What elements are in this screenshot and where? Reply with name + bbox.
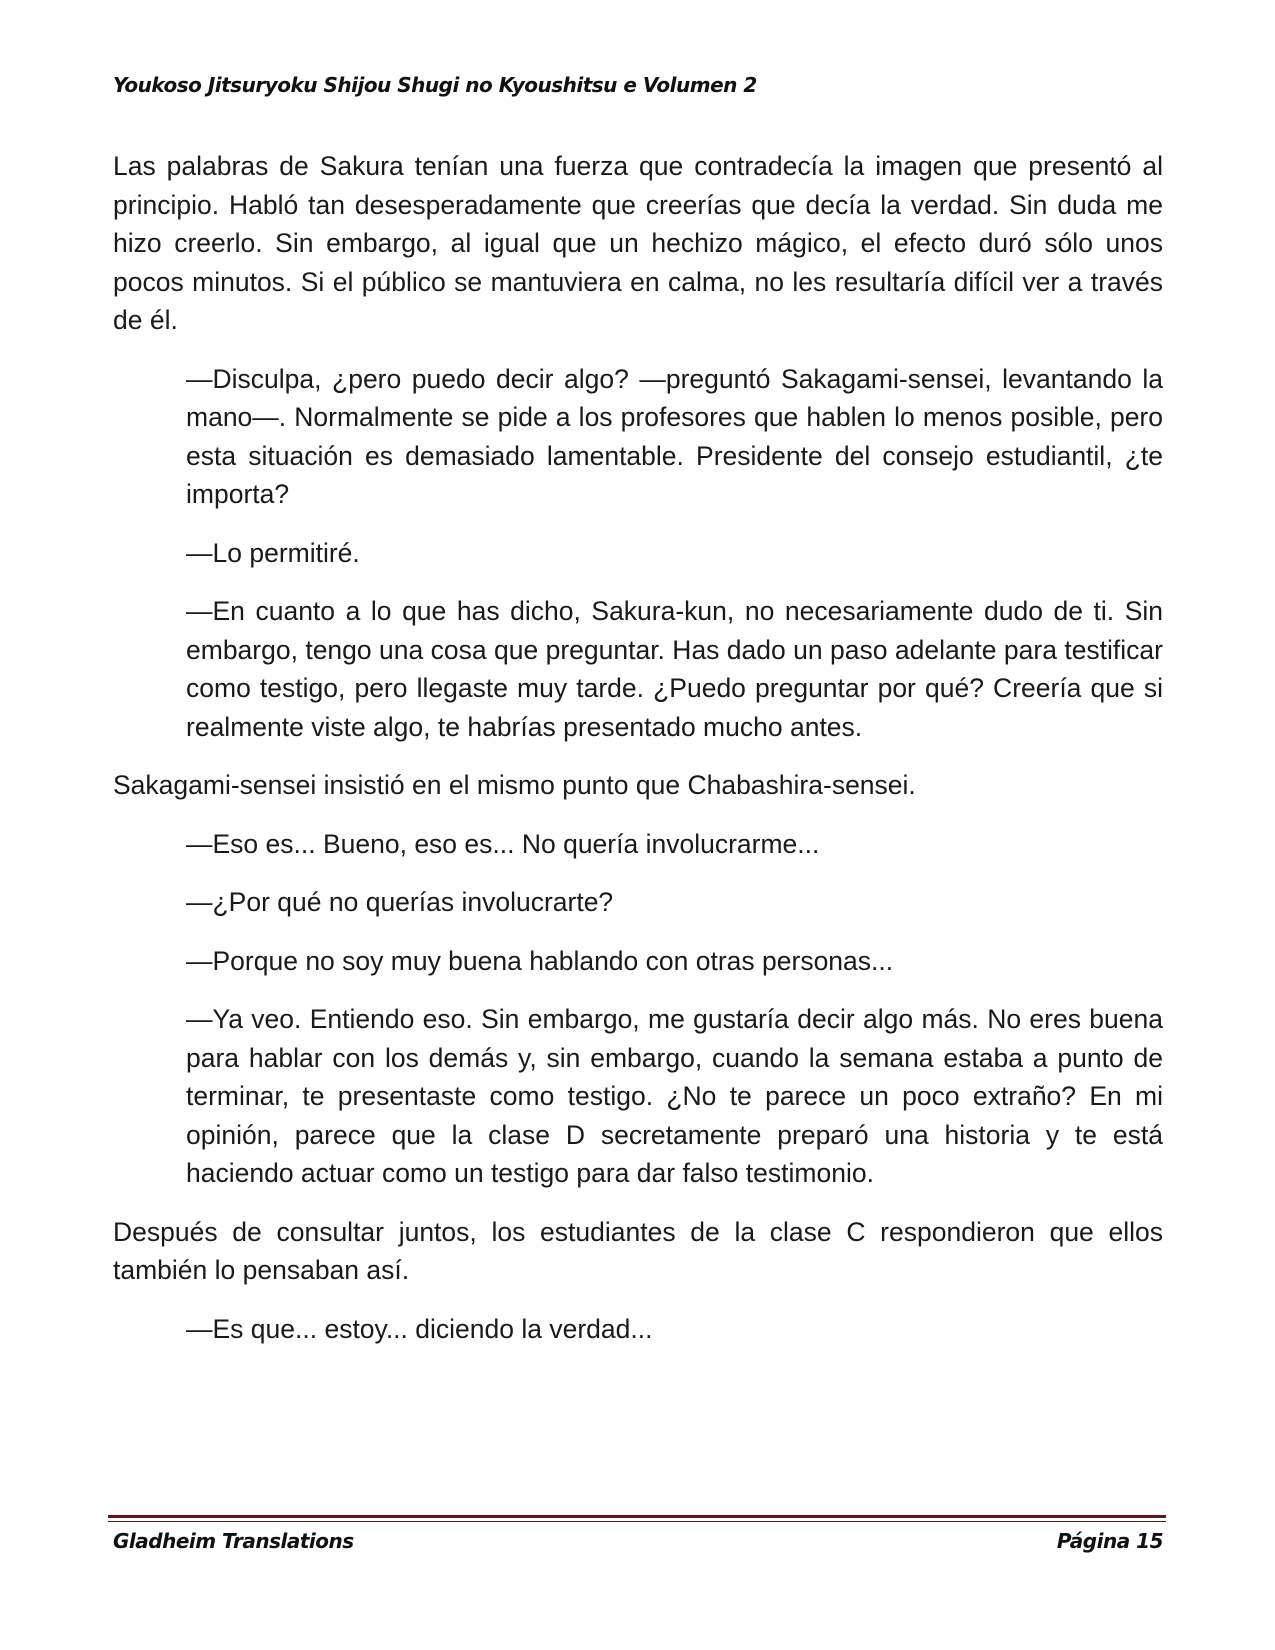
dialogue-paragraph: —Porque no soy muy buena hablando con otras personas... xyxy=(186,945,894,976)
page-header-title: Youkoso Jitsuryoku Shijou Shugi no Kyoushitsu e Volumen 2 xyxy=(113,73,757,97)
footer-translator-credit: Gladheim Translations xyxy=(113,1529,354,1553)
dialogue-paragraph: —Disculpa, ¿pero puedo decir algo? —preguntó Sakagami-sensei, levantando la mano—. Normalmente se pide a los profesores que hablen lo menos posible, pero esta situación es demasiado lamentable. Presidente del consejo estudiantil, ¿te importa? xyxy=(186,363,1163,509)
paragraph: Las palabras de Sakura tenían una fuerza que contradecía la imagen que presentó al principio. Habló tan desesperadamente que creerías que decía la verdad. Sin duda me hizo creerlo. Sin embargo, al igual que un hechizo mágico, el efecto duró sólo unos pocos minutos. Si el público se mantuviera en calma, no les resultaría difícil ver a través de él. xyxy=(113,151,1163,335)
footer-divider xyxy=(108,1515,1166,1522)
dialogue-paragraph: —Eso es... Bueno, eso es... No quería involucrarme... xyxy=(186,828,820,859)
dialogue-paragraph: —¿Por qué no querías involucrarte? xyxy=(186,887,614,917)
document-body xyxy=(113,147,1163,1368)
paragraph: Sakagami-sensei insistió en el mismo punto que Chabashira-sensei. xyxy=(113,770,916,800)
dialogue-paragraph: —Ya veo. Entiendo eso. Sin embargo, me gustaría decir algo más. No eres buena para hablar con los demás y, sin embargo, cuando la semana estaba a punto de terminar, te presentaste como testigo. ¿No te parece un poco extraño? En mi opinión, parece que la clase D secretamente preparó una historia y te está haciendo actuar como un testigo para dar falso testimonio. xyxy=(186,1004,1163,1188)
footer-page-number: Página 15 xyxy=(1056,1529,1163,1553)
dialogue-paragraph: —Es que... estoy... diciendo la verdad... xyxy=(186,1313,653,1344)
dialogue-paragraph: —Lo permitiré. xyxy=(186,537,360,568)
paragraph: Después de consultar juntos, los estudiantes de la clase C respondieron que ellos también lo pensaban así. xyxy=(113,1216,1163,1285)
dialogue-paragraph: —En cuanto a lo que has dicho, Sakura-kun, no necesariamente dudo de ti. Sin embargo, tengo una cosa que preguntar. Has dado un paso adelante para testificar como testigo, pero llegaste muy tarde. ¿Puedo preguntar por qué? Creería que si realmente viste algo, te habrías presentado mucho antes. xyxy=(186,596,1163,742)
